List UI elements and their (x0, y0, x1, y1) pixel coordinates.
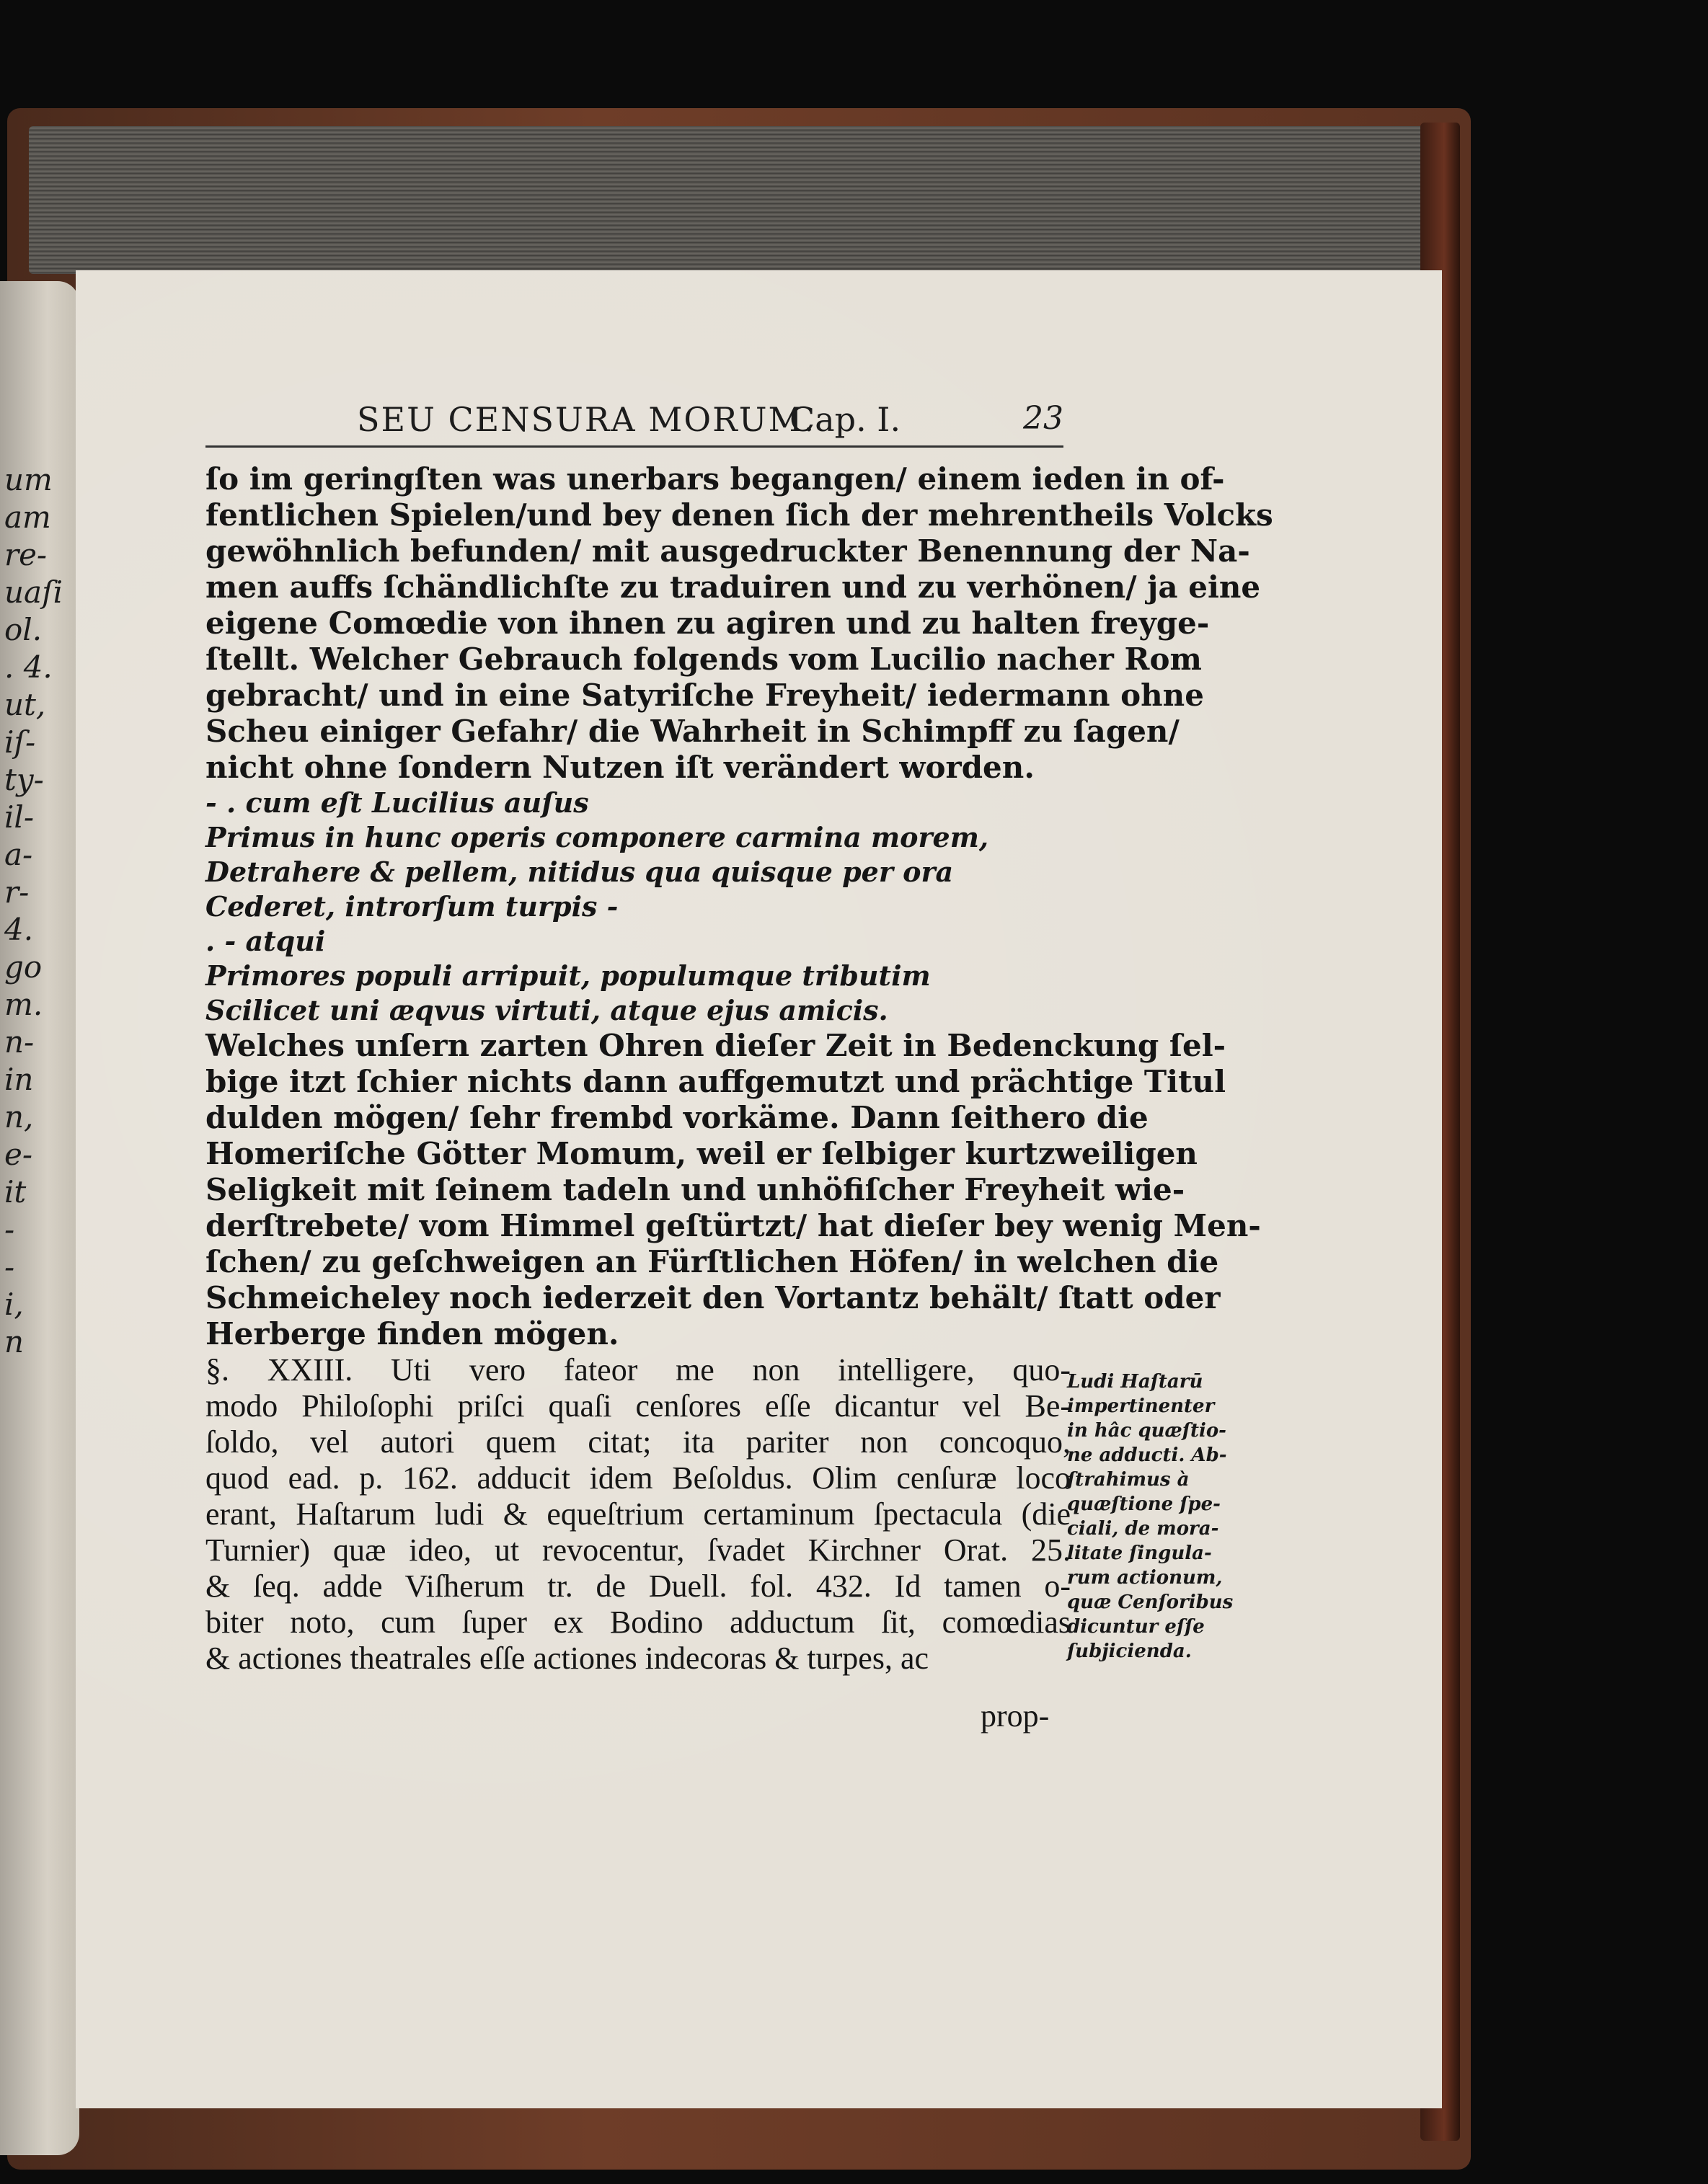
text-line: biter noto, cum ſuper ex Bodino adductum ſit, comœdias (205, 1604, 1071, 1640)
marginal-line: Ludi Haſtarū (1067, 1371, 1203, 1393)
text-line: & actiones theatrales eſſe actiones indecoras & turpes, ac (205, 1641, 929, 1676)
left-page-fragments (4, 461, 73, 1361)
text-line: Welches unſern zarten Ohren dieſer Zeit in Bedenckung ſel- (205, 1028, 1226, 1063)
left-page-fragment: n (4, 1324, 25, 1359)
verse-line: Scilicet uni æqvus virtuti, atque ejus amicis. (205, 994, 888, 1026)
page-edges (29, 126, 1442, 274)
text-line: modo Philoſophi priſci quaſi cenſores eſſe dicantur vel Be- (205, 1388, 1071, 1424)
verse-quotation (205, 786, 1071, 1028)
chapter-label: Cap. I. (789, 400, 901, 439)
left-page-fragment: iſ- (4, 724, 36, 760)
text-line: ſchen/ zu geſchweigen an Fürſtlichen Höfen/ in welchen die (205, 1244, 1219, 1279)
text-line: gewöhnlich befunden/ mit ausgedruckter Benennung der Na- (205, 533, 1250, 569)
left-page-fragment: . 4. (4, 649, 53, 685)
text-line: fentlichen Spielen/und bey denen ſich der mehrentheils Volcks (205, 497, 1273, 533)
text-line: Turnier) quæ ideo, ut revocentur, ſvadet Kirchner Orat. 25. (205, 1532, 1071, 1568)
marginal-line: in hâc quæſtio- (1067, 1420, 1226, 1442)
text-line: Homeriſche Götter Momum, weil er ſelbiger kurtzweiligen (205, 1136, 1198, 1171)
left-page-fragment: e- (4, 1137, 33, 1172)
text-line: ſoldo, vel autori quem citat; ita pariter non concoquo, (205, 1424, 1071, 1460)
text-line: ſtellt. Welcher Gebrauch folgends vom Lucilio nacher Rom (205, 642, 1202, 677)
left-page-fragment: a- (4, 837, 33, 872)
left-page-fragment: it (4, 1174, 27, 1209)
left-page-fragment: um (4, 462, 53, 497)
left-page-fragment: go (4, 949, 43, 985)
left-page-fragment: am (4, 500, 51, 535)
marginal-line: rum actionum, (1067, 1567, 1223, 1589)
running-title: SEU CENSURA MORUM. (357, 400, 816, 439)
verse-line: Detrahere & pellem, nitidus qua quisque per ora (205, 856, 954, 888)
text-line: quod ead. p. 162. adducit idem Beſoldus. Olim cenſuræ loco (205, 1460, 1071, 1496)
left-page-fragment: ut, (4, 687, 46, 722)
latin-paragraph (205, 1352, 1071, 1677)
text-line: eigene Comœdie von ihnen zu agiren und zu halten freyge- (205, 605, 1210, 641)
verse-line: Primores populi arripuit, populumque tributim (205, 959, 931, 992)
text-line: gebracht/ und in eine Satyriſche Freyheit/ iedermann ohne (205, 678, 1204, 713)
marginal-line: ſubjicienda. (1067, 1641, 1192, 1662)
left-page-fragment: il- (4, 799, 35, 835)
text-line: erant, Haſtarum ludi & equeſtrium certaminum ſpectacula (die (205, 1496, 1071, 1532)
verse-line: Primus in hunc operis componere carmina morem, (205, 821, 989, 853)
left-page-fragment: 4. (4, 912, 34, 947)
marginal-line: litate ſingula- (1067, 1542, 1212, 1564)
verse-line: . - atqui (205, 925, 326, 957)
text-line: & ſeq. adde Viſherum tr. de Duell. fol. 432. Id tamen o- (205, 1568, 1071, 1604)
verse-line: Cederet, introrſum turpis - (205, 890, 619, 923)
left-page-fragment: - (4, 1249, 15, 1284)
text-line: Herberge finden mögen. (205, 1316, 619, 1351)
text-line: dulden mögen/ ſehr frembd vorkäme. Dann ſeithero die (205, 1100, 1149, 1135)
head-rule (205, 445, 1063, 448)
text-line: men auffs ſchändlichſte zu traduiren und zu verhönen/ ja eine (205, 569, 1261, 605)
left-page-fragment: re- (4, 537, 48, 572)
left-page-fragment: m. (4, 987, 43, 1022)
marginal-line: dicuntur eſſe (1067, 1616, 1205, 1638)
left-page-fragment: - (4, 1212, 15, 1247)
marginal-line: quæ Cenſoribus (1067, 1592, 1234, 1613)
german-paragraph-1 (205, 461, 1273, 786)
text-line: §. XXIII. Uti vero fateor me non intelligere, quo- (205, 1352, 1071, 1388)
german-paragraph-2 (205, 1028, 1261, 1352)
text-line: Seligkeit mit ſeinem tadeln und unhöfiſcher Freyheit wie- (205, 1172, 1185, 1207)
verse-line: - . cum eſt Lucilius auſus (205, 786, 589, 819)
marginal-line: ſtrahimus à (1067, 1469, 1190, 1491)
left-page-fragment: n, (4, 1099, 34, 1135)
left-page-fragment: i, (4, 1287, 24, 1322)
catchword: prop- (981, 1698, 1050, 1734)
text-line: bige itzt ſchier nichts dann auffgemutzt und prächtige Titul (205, 1064, 1226, 1099)
text-line: ſo im geringſten was unerbars begangen/ einem ieden in of- (205, 461, 1225, 497)
marginal-line: ne adducti. Ab- (1067, 1444, 1227, 1466)
marginal-line: ciali, de mora- (1067, 1518, 1219, 1540)
text-line: nicht ohne ſondern Nutzen iſt verändert worden. (205, 750, 1035, 785)
page-number: 23 (1023, 400, 1063, 437)
marginal-line: impertinenter (1067, 1395, 1215, 1417)
marginal-note (1067, 1370, 1247, 1664)
marginal-line: quæſtione ſpe- (1067, 1493, 1221, 1515)
left-page-fragment: ty- (4, 762, 44, 797)
left-page-fragment: n- (4, 1024, 35, 1060)
running-head (278, 400, 1063, 443)
left-page-fragment: uaſi (4, 574, 63, 610)
left-page-fragment: r- (4, 874, 30, 910)
left-page-fragment: ol. (4, 612, 43, 647)
text-line: Scheu einiger Gefahr/ die Wahrheit in Schimpff zu ſagen/ (205, 714, 1180, 749)
text-line: derſtrebete/ vom Himmel geſtürtzt/ hat dieſer bey wenig Men- (205, 1208, 1261, 1243)
left-page-fragment: in (4, 1062, 34, 1097)
text-line: Schmeicheley noch iederzeit den Vortantz behält/ ſtatt oder (205, 1280, 1221, 1315)
